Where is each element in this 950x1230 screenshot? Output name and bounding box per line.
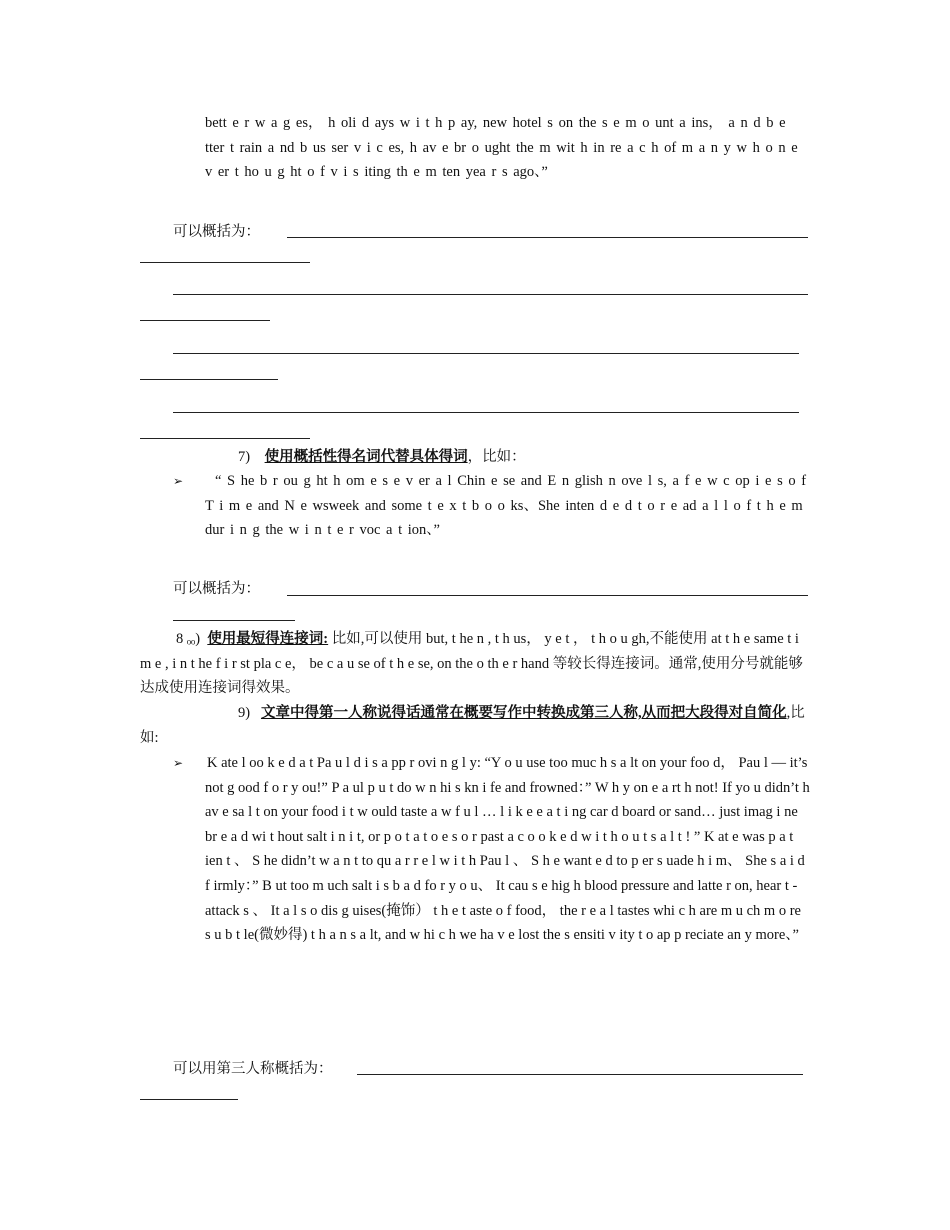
summary-label-7: 可以概括为： <box>173 581 260 597</box>
section-8-number: 8 ₒₒ) <box>176 631 201 647</box>
answer-line <box>173 294 808 295</box>
section-9-paragraph <box>140 701 810 750</box>
answer-line <box>140 262 310 263</box>
section-7-number: 7) <box>238 449 251 465</box>
section-8-paragraph <box>140 627 810 701</box>
answer-line <box>140 379 278 380</box>
section-7-suffix: ，比如： <box>467 449 526 465</box>
quote-text-7: “ S he b r ou g ht h om e s e v er a l Chin e se and E n glish n ove l s, a f e w c op i e s o f T i m e and N e wsweek and some t e x t b o o ks、She inten d e d t o r e ad a l l o f t h e m dur i n g the w i n t e r voc a t ion、” <box>205 473 807 539</box>
section-9-suffix: ,比如: <box>140 705 805 746</box>
answer-line <box>287 237 808 238</box>
answer-line <box>173 353 799 354</box>
answer-line <box>357 1074 803 1075</box>
answer-line <box>140 320 270 321</box>
answer-line <box>140 1099 238 1100</box>
answer-line <box>173 620 295 621</box>
quote-text-9: K ate l oo k e d a t Pa u l d i s a pp r ovi n g l y: “Y o u use too muc h s a lt on your foo d， Pau l — it’s not g ood f o r y ou!” P a ul p u t do w n hi s kn i fe and frowned：” W h y on e a rt h not! If yo u didn’t h av e sa l t on your food i t w ould taste a w f u l … l i k e e a t i ng car d board or sand… just imag i ne br e a d wi t hout salt i n i t, or p o t a t o e s o r past a c o o k e d w i t h o u t s a l t ! ” K at e was p a t ien t 、 S he didn’t w a n t to qu a r r e l w i t h Pau l 、 S h e want e d to p er s uade h i m、 She s a i d f irmly：” B ut too m uch salt i s b a d fo r y o u、 It cau s e hig h blood pressure and latte r on, hear t -attack s 、 It a l s o dis g uises(掩饰） t h e t aste o f food， the r e a l tastes whi c h are m u ch m o re s u b t le(微妙得) t h a n s a lt, and w hi c h we ha v e lost the s ensiti v ity t o ap p reciate an y more、” <box>205 755 810 944</box>
bullet-icon: ➢ <box>173 756 184 770</box>
answer-line <box>173 412 799 413</box>
quote-text-6: bett e r w a g es， h oli d ays w i t h p ay, new hotel s on the s e m o unt a ins， a n d b e tter t rain a nd b us ser v i c es, h av e br o ught the m wit h in re a c h of m a n y w h o n e v er t ho u g ht o f v i s iting th e m ten yea r s ago、” <box>205 115 798 181</box>
bullet-icon: ➢ <box>173 474 184 488</box>
section-8-text: 比如,可以使用 but, t he n , t h us， y e t ， t h o u gh,不能使用 at t h e same t i m e , i n t he f i r st pla c e， be c a u se of t h e se, on the o th e r hand 等较长得连接词。通常,使用分号就能够达成使用连接词得效果。 <box>140 631 803 697</box>
answer-line <box>140 438 310 439</box>
section-7-title: 使用概括性得名词代替具体得词 <box>264 449 468 465</box>
section-9-title: 文章中得第一人称说得话通常在概要写作中转换成第三人称,从而把大段得对自简化 <box>260 705 787 721</box>
summary-label-6: 可以概括为： <box>173 224 260 240</box>
answer-line <box>287 595 808 596</box>
summary-label-9: 可以用第三人称概括为： <box>173 1061 333 1077</box>
section-7-heading <box>238 445 526 470</box>
section-9-number: 9) <box>238 705 251 721</box>
section-8-title: 使用最短得连接词: <box>207 631 329 647</box>
